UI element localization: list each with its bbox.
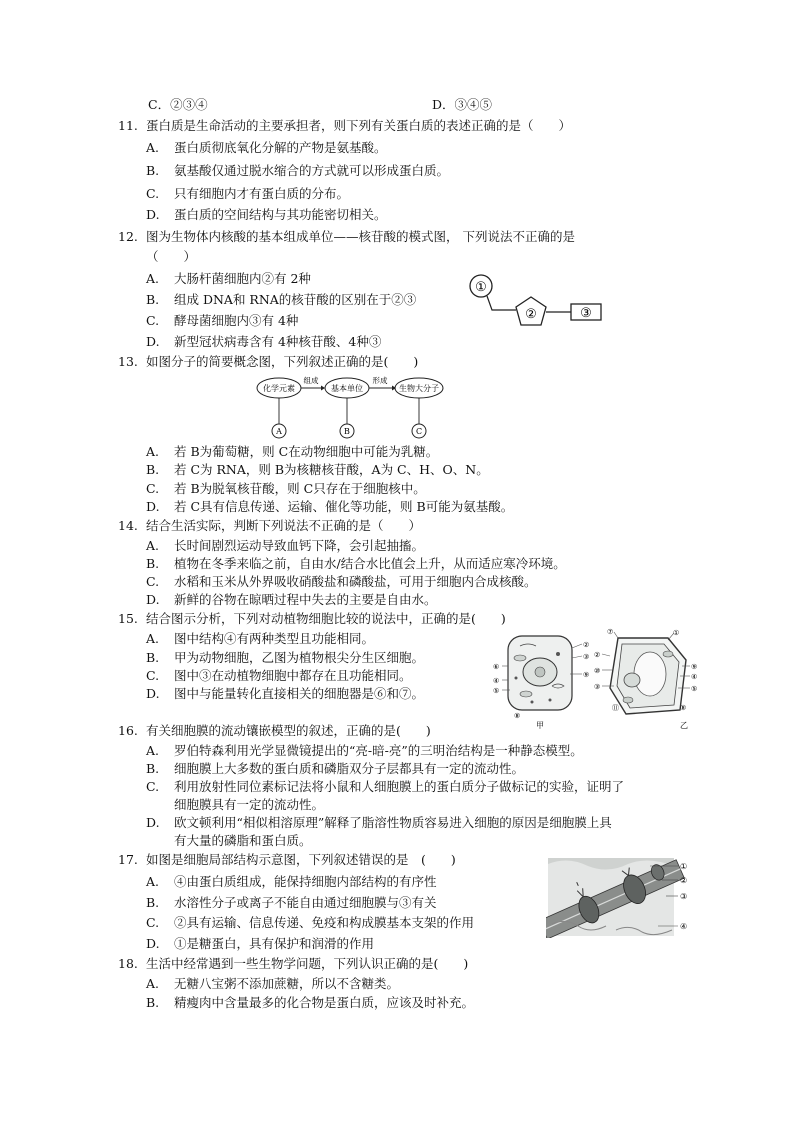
q12-stem-paren: （ ） (146, 249, 197, 264)
q17-option-c-label: C. (146, 915, 160, 930)
q13-stem: 如图分子的简要概念图，下列叙述正确的是( ) (146, 354, 419, 369)
q11-option-d-label: D. (146, 207, 160, 222)
cell-a-label-5: ⑤ (493, 687, 500, 695)
q13-option-d: 若 C具有信息传递、运输、催化等功能，则 B可能为氨基酸。 (174, 499, 514, 514)
q15-option-a-label: A. (146, 631, 160, 646)
q16-number: 16. (118, 723, 138, 738)
q12-option-d-label: D. (146, 334, 160, 349)
q18-option-b: 精瘦肉中含量最多的化合物是蛋白质，应该及时补充。 (174, 995, 475, 1010)
q16-option-b: 细胞膜上大多数的蛋白质和磷脂双分子层都具有一定的流动性。 (174, 761, 525, 776)
q12-option-b-label: B. (146, 292, 160, 307)
q17-stem: 如图是细胞局部结构示意图，下列叙述错误的是 ( ) (146, 852, 456, 867)
molecule-concept-diagram (255, 372, 445, 440)
cell-b-label-7: ⑦ (607, 628, 614, 636)
q14-stem: 结合生活实际，判断下列说法不正确的是（ ） (146, 518, 422, 533)
concept-letter-a: A (276, 427, 282, 436)
concept-node-unit: 基本单位 (331, 384, 363, 393)
cell-a-label-4: ④ (493, 677, 500, 685)
concept-node-elements: 化学元素 (263, 384, 295, 393)
q10-option-d: D．③④⑤ (432, 97, 493, 112)
q16-option-d-label: D. (146, 815, 160, 830)
q16-option-c-cont: 细胞膜具有一定的流动性。 (174, 797, 325, 812)
q17-option-b-label: B. (146, 895, 160, 910)
cell-b-label-1: ① (673, 629, 680, 637)
q13-option-a: 若 B为葡萄糖，则 C在动物细胞中可能为乳糖。 (174, 444, 439, 459)
q11-stem: 蛋白质是生命活动的主要承担者，则下列有关蛋白质的表述正确的是（ ） (146, 118, 572, 133)
q11-option-a: 蛋白质彻底氧化分解的产物是氨基酸。 (174, 140, 387, 155)
q13-option-c-label: C. (146, 481, 160, 496)
q12-option-c: 酵母菌细胞内③有 4种 (174, 313, 299, 328)
nucleotide-label-2: ② (525, 307, 537, 322)
q16-option-d-cont: 有大量的磷脂和蛋白质。 (174, 833, 312, 848)
q15-option-c: 图中③在动植物细胞中都存在且功能相同。 (174, 668, 412, 683)
q16-option-c-label: C. (146, 779, 160, 794)
q16-option-a-label: A. (146, 743, 160, 758)
cell-a-label-2: ② (583, 641, 590, 649)
concept-node-macromolecule: 生物大分子 (399, 384, 439, 393)
nucleotide-label-3: ③ (580, 306, 592, 321)
q15-option-d-label: D. (146, 686, 160, 701)
q15-option-d: 图中与能量转化直接相关的细胞器是⑥和⑦。 (174, 686, 425, 701)
concept-letter-c: C (415, 427, 423, 436)
q14-option-b: 植物在冬季来临之前，自由水/结合水比值会上升，从而适应寒冷环境。 (174, 556, 566, 571)
q16-option-a: 罗伯特森利用光学显微镜提出的“亮-暗-亮”的三明治结构是一种静态模型。 (174, 743, 583, 758)
q11-option-c-label: C. (146, 186, 160, 201)
concept-edge-compose: 组成 (303, 376, 319, 385)
cell-b-label-4: ④ (691, 673, 698, 681)
q18-stem: 生活中经常遇到一些生物学问题，下列认识正确的是( ) (146, 956, 469, 971)
cell-membrane-diagram (546, 854, 696, 938)
cell-a-label-8: ⑧ (514, 712, 521, 720)
q14-option-b-label: B. (146, 556, 160, 571)
animal-cell-jia (493, 636, 589, 730)
q16-option-b-label: B. (146, 761, 160, 776)
q12-option-d: 新型冠状病毒含有 4种核苷酸、4种③ (174, 334, 382, 349)
q14-option-c-label: C. (146, 574, 160, 589)
q15-option-b-label: B. (146, 650, 160, 665)
q14-option-d-label: D. (146, 592, 160, 607)
cell-jia-caption: 甲 (536, 721, 544, 730)
q18-option-b-label: B. (146, 995, 160, 1010)
q15-option-c-label: C. (146, 668, 160, 683)
q15-option-a: 图中结构④有两种类型且功能相同。 (174, 631, 375, 646)
q17-option-a: ④由蛋白质组成，能保持细胞内部结构的有序性 (174, 874, 437, 889)
q16-option-d: 欧文顿利用“相似相溶原理”解释了脂溶性物质容易进入细胞的原因是细胞膜上具 (174, 815, 612, 830)
q14-number: 14. (118, 518, 138, 533)
q11-number: 11. (118, 118, 138, 133)
q11-option-d: 蛋白质的空间结构与其功能密切相关。 (174, 207, 387, 222)
q11-option-a-label: A. (146, 140, 160, 155)
q11-option-c: 只有细胞内才有蛋白质的分布。 (174, 186, 350, 201)
cell-a-label-3: ③ (583, 653, 590, 661)
q18-number: 18. (118, 956, 138, 971)
nucleotide-diagram (464, 270, 612, 334)
cell-comparison-diagram (490, 628, 706, 732)
membrane-label-3: ③ (680, 892, 688, 901)
q17-option-c: ②具有运输、信息传递、免疫和构成膜基本支架的作用 (174, 915, 475, 930)
q15-stem: 结合图示分析，下列对动植物细胞比较的说法中，正确的是( ) (146, 611, 506, 626)
cell-b-label-5: ⑤ (691, 685, 698, 693)
q17-option-d: ①是糖蛋白，具有保护和润滑的作用 (174, 936, 375, 951)
concept-edge-form: 形成 (372, 376, 388, 385)
cell-b-label-10: ⑩ (594, 667, 601, 675)
q12-option-c-label: C. (146, 313, 160, 328)
q15-number: 15. (118, 611, 138, 626)
q17-option-d-label: D. (146, 936, 160, 951)
q10-option-c: C．②③④ (148, 97, 208, 112)
q16-option-c: 利用放射性同位素标记法将小鼠和人细胞膜上的蛋白质分子做标记的实验，证明了 (174, 779, 625, 794)
q17-option-a-label: A. (146, 874, 160, 889)
q17-number: 17. (118, 852, 138, 867)
plant-cell-yi (594, 628, 697, 730)
cell-b-label-3: ③ (594, 683, 601, 691)
q14-option-a-label: A. (146, 538, 160, 553)
cell-b-label-11: ⑪ (612, 704, 619, 712)
cell-yi-caption: 乙 (680, 721, 688, 730)
nucleotide-label-1: ① (475, 280, 487, 295)
concept-letter-b: B (344, 427, 350, 436)
q13-option-a-label: A. (146, 444, 160, 459)
q13-option-b: 若 C为 RNA，则 B为核糖核苷酸，A为 C、H、O、N。 (174, 462, 489, 477)
q14-option-d: 新鲜的谷物在晾晒过程中失去的主要是自由水。 (174, 592, 437, 607)
q16-stem: 有关细胞膜的流动镶嵌模型的叙述，正确的是( ) (146, 723, 431, 738)
membrane-label-2: ② (680, 876, 688, 885)
q12-number: 12. (118, 229, 138, 244)
q14-option-c: 水稻和玉米从外界吸收硝酸盐和磷酸盐，可用于细胞内合成核酸。 (174, 574, 537, 589)
membrane-label-1: ① (680, 862, 688, 871)
membrane-label-4: ④ (680, 922, 688, 931)
cell-a-label-9: ⑨ (583, 671, 590, 679)
cell-b-label-9: ⑨ (691, 663, 698, 671)
cell-b-label-2: ② (594, 651, 601, 659)
q13-option-d-label: D. (146, 499, 160, 514)
q17-option-b: 水溶性分子或离子不能自由通过细胞膜与③有关 (174, 895, 437, 910)
q12-option-b: 组成 DNA和 RNA的核苷酸的区别在于②③ (174, 292, 417, 307)
q11-option-b-label: B. (146, 163, 160, 178)
q13-number: 13. (118, 354, 138, 369)
q13-option-b-label: B. (146, 462, 160, 477)
q11-option-b: 氨基酸仅通过脱水缩合的方式就可以形成蛋白质。 (174, 163, 450, 178)
q13-option-c: 若 B为脱氧核苷酸，则 C只存在于细胞核中。 (174, 481, 426, 496)
q12-option-a: 大肠杆菌细胞内②有 2种 (174, 271, 311, 286)
q14-option-a: 长时间剧烈运动导致血钙下降，会引起抽搐。 (174, 538, 425, 553)
q18-option-a: 无糖八宝粥不添加蔗糖，所以不含糖类。 (174, 976, 400, 991)
q12-option-a-label: A. (146, 271, 160, 286)
cell-b-label-8: ⑧ (680, 704, 687, 712)
q15-option-b: 甲为动物细胞，乙图为植物根尖分生区细胞。 (174, 650, 425, 665)
q12-stem: 图为生物体内核酸的基本组成单位——核苷酸的模式图， 下列说法不正确的是 (146, 229, 575, 244)
q18-option-a-label: A. (146, 976, 160, 991)
cell-a-label-6: ⑥ (493, 663, 500, 671)
